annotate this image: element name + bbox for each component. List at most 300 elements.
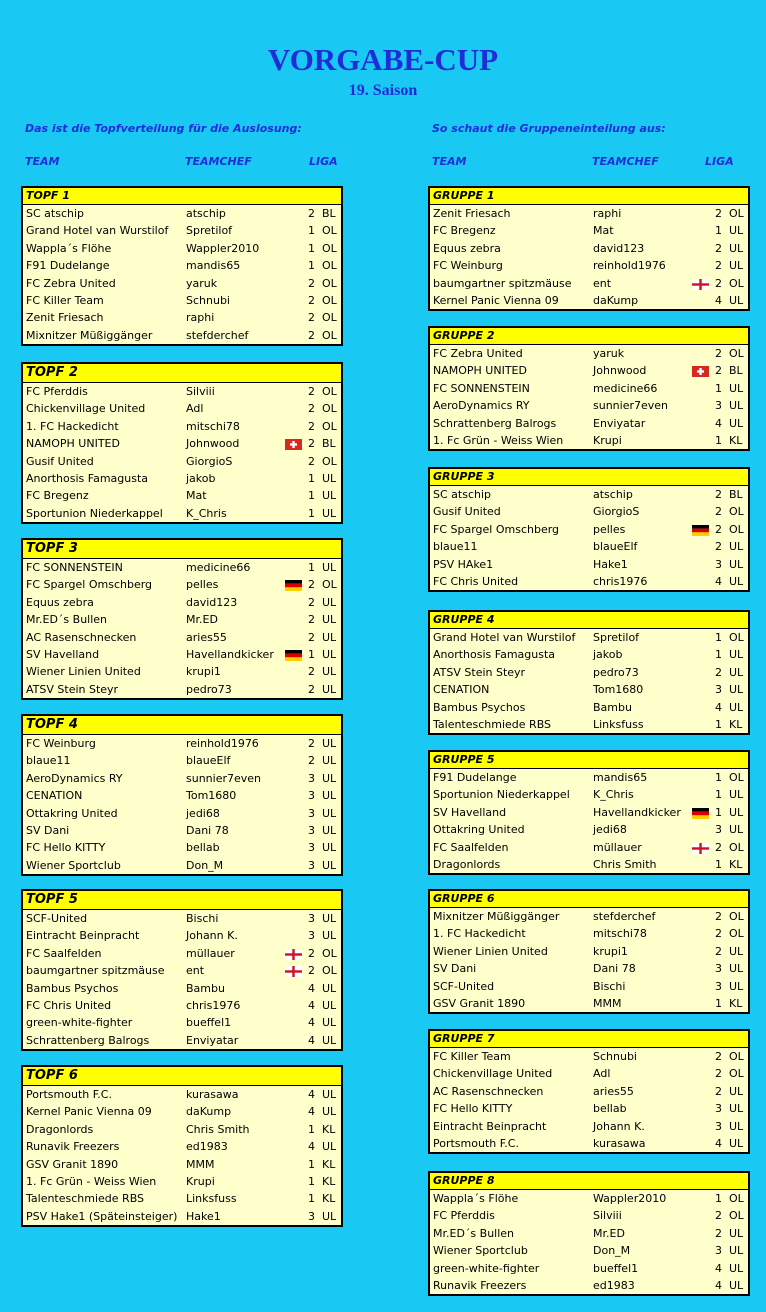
team-liga: UL	[322, 1209, 337, 1223]
team-name: Zenit Friesach	[26, 311, 104, 325]
pot-title: TOPF 5	[23, 891, 341, 910]
team-chef: Chris Smith	[593, 857, 657, 871]
team-liga: UL	[729, 805, 744, 819]
team-name: Eintracht Beinpracht	[433, 1119, 547, 1133]
team-name: Kernel Panic Vienna 09	[26, 1105, 152, 1119]
team-name: Dragonlords	[433, 857, 501, 871]
team-name: Kernel Panic Vienna 09	[433, 293, 559, 307]
team-name: Wiener Linien United	[433, 944, 548, 958]
team-chef: yaruk	[186, 276, 218, 290]
team-name: FC Zebra United	[433, 347, 523, 360]
team-chef: Bischi	[593, 979, 626, 993]
team-liga: UL	[729, 823, 744, 837]
table-row	[23, 1208, 341, 1225]
team-name: GSV Granit 1890	[433, 996, 526, 1010]
table-row	[430, 1135, 748, 1152]
team-name: Wiener Sportclub	[26, 858, 121, 872]
table-row	[23, 927, 341, 944]
team-points: 1	[308, 561, 315, 574]
team-points: 1	[308, 259, 315, 273]
team-points: 4	[308, 1033, 315, 1047]
group-title: GRUPPE 6	[430, 891, 748, 908]
team-liga: UL	[729, 1084, 744, 1098]
team-chef: pedro73	[186, 682, 232, 696]
team-points: 4	[715, 293, 722, 307]
team-liga: UL	[322, 613, 337, 627]
table-row	[430, 769, 748, 786]
table-row	[430, 716, 748, 733]
table-row	[430, 943, 748, 960]
team-liga: UL	[322, 929, 337, 943]
pot-table-6	[21, 1065, 343, 1227]
table-row	[430, 205, 748, 222]
team-chef: blaueElf	[186, 754, 231, 768]
table-row	[430, 1225, 748, 1242]
pot-title: TOPF 1	[23, 188, 341, 205]
team-chef: Johnwood	[593, 364, 647, 378]
team-chef: Don_M	[186, 858, 224, 872]
group-title: GRUPPE 8	[430, 1173, 748, 1190]
table-row	[23, 962, 341, 979]
team-points: 2	[715, 347, 722, 360]
team-points: 1	[308, 506, 315, 520]
team-points: 2	[715, 364, 722, 378]
team-points: 3	[308, 912, 315, 925]
team-name: Mr.ED´s Bullen	[433, 1226, 515, 1240]
team-chef: stefderchef	[593, 910, 656, 923]
table-row	[430, 573, 748, 590]
team-chef: MMM	[186, 1157, 215, 1171]
team-liga: UL	[729, 944, 744, 958]
team-chef: Mat	[593, 224, 614, 238]
team-points: 2	[308, 964, 315, 978]
table-row	[23, 240, 341, 257]
table-row	[430, 646, 748, 663]
table-row	[430, 960, 748, 977]
table-row	[23, 752, 341, 769]
team-points: 4	[715, 416, 722, 430]
team-liga: UL	[322, 789, 337, 803]
team-chef: blaueElf	[593, 540, 638, 554]
table-row	[23, 997, 341, 1014]
team-liga: OL	[729, 1192, 744, 1205]
group-title: GRUPPE 5	[430, 752, 748, 769]
team-liga: KL	[729, 717, 743, 731]
team-liga: UL	[322, 771, 337, 785]
team-liga: OL	[729, 927, 744, 941]
table-row	[430, 1277, 748, 1294]
team-points: 2	[308, 276, 315, 290]
table-row	[430, 1260, 748, 1277]
team-points: 4	[308, 1105, 315, 1119]
team-points: 1	[715, 788, 722, 802]
pot-table-1	[21, 186, 343, 346]
table-row	[23, 505, 341, 522]
team-name: NAMOPH UNITED	[26, 437, 120, 451]
team-points: 2	[715, 259, 722, 273]
team-liga: UL	[729, 293, 744, 307]
team-liga: OL	[322, 419, 337, 433]
team-points: 2	[308, 419, 315, 433]
england-flag-icon	[285, 948, 302, 959]
team-chef: krupi1	[593, 944, 628, 958]
table-row	[430, 503, 748, 520]
team-points: 1	[308, 1157, 315, 1171]
group-title: GRUPPE 7	[430, 1031, 748, 1048]
team-chef: jakob	[593, 648, 623, 662]
table-row	[23, 453, 341, 470]
team-name: green-white-fighter	[433, 1261, 540, 1275]
table-row	[23, 646, 341, 663]
team-liga: BL	[729, 488, 743, 501]
team-chef: mandis65	[593, 771, 648, 784]
england-flag-icon	[285, 965, 302, 976]
team-liga: UL	[729, 416, 744, 430]
team-points: 2	[308, 293, 315, 307]
team-liga: KL	[729, 433, 743, 447]
team-points: 2	[715, 276, 722, 290]
team-chef: ed1983	[593, 1278, 635, 1292]
table-row	[23, 857, 341, 874]
team-chef: Bambu	[186, 981, 225, 995]
table-row	[430, 664, 748, 681]
team-chef: bueffel1	[593, 1261, 639, 1275]
team-name: ATSV Stein Steyr	[433, 665, 526, 679]
team-name: blaue11	[433, 540, 478, 554]
team-chef: Havellandkicker	[186, 647, 274, 661]
table-row	[430, 1207, 748, 1224]
table-row	[430, 839, 748, 856]
table-row	[23, 945, 341, 962]
team-name: FC Saalfelden	[433, 840, 509, 854]
team-name: Wappla´s Flöhe	[433, 1192, 519, 1205]
team-name: FC Killer Team	[433, 1050, 511, 1063]
team-points: 2	[308, 682, 315, 696]
team-liga: UL	[729, 1244, 744, 1258]
table-row	[430, 275, 748, 292]
team-chef: Schnubi	[593, 1050, 637, 1063]
team-points: 3	[715, 979, 722, 993]
team-liga: UL	[729, 788, 744, 802]
team-points: 3	[715, 683, 722, 697]
swiss-flag-icon	[285, 438, 302, 449]
team-points: 2	[715, 1050, 722, 1063]
team-points: 2	[308, 385, 315, 398]
table-row	[23, 910, 341, 927]
team-liga: KL	[322, 1174, 336, 1188]
team-liga: UL	[729, 1136, 744, 1150]
team-name: 1. FC Hackedicht	[433, 927, 526, 941]
table-row	[23, 1121, 341, 1138]
team-liga: KL	[322, 1157, 336, 1171]
team-points: 3	[308, 841, 315, 855]
team-name: FC Hello KITTY	[433, 1102, 513, 1116]
team-name: SC atschip	[433, 488, 492, 501]
table-row	[430, 380, 748, 397]
team-name: Runavik Freezers	[433, 1278, 527, 1292]
team-liga: UL	[729, 683, 744, 697]
team-name: Wappla´s Flöhe	[26, 241, 112, 255]
team-liga: BL	[729, 364, 743, 378]
team-name: PSV HAke1	[433, 557, 494, 571]
team-chef: chris1976	[186, 998, 241, 1012]
table-row	[23, 1173, 341, 1190]
table-row	[430, 699, 748, 716]
table-row	[430, 362, 748, 379]
team-name: FC Killer Team	[26, 293, 104, 307]
team-name: Portsmouth F.C.	[433, 1136, 519, 1150]
table-row	[430, 397, 748, 414]
team-liga: OL	[322, 578, 337, 592]
swiss-flag-icon	[692, 365, 709, 376]
team-chef: Don_M	[593, 1244, 631, 1258]
team-points: 2	[308, 630, 315, 644]
team-liga: OL	[729, 1209, 744, 1223]
team-chef: Tom1680	[593, 683, 644, 697]
table-row	[430, 240, 748, 257]
table-row	[23, 611, 341, 628]
team-points: 2	[308, 595, 315, 609]
team-liga: KL	[322, 1122, 336, 1136]
team-liga: UL	[322, 1105, 337, 1119]
team-points: 4	[715, 1278, 722, 1292]
table-row	[23, 222, 341, 239]
team-chef: Johann K.	[593, 1119, 645, 1133]
team-points: 1	[715, 433, 722, 447]
team-name: AeroDynamics RY	[433, 399, 530, 413]
team-chef: david123	[186, 595, 238, 609]
team-points: 1	[715, 648, 722, 662]
team-chef: müllauer	[186, 946, 235, 960]
team-points: 3	[715, 962, 722, 976]
team-liga: UL	[729, 962, 744, 976]
team-chef: pelles	[593, 522, 626, 536]
team-liga: UL	[729, 259, 744, 273]
table-row	[23, 787, 341, 804]
table-row	[23, 435, 341, 452]
team-liga: UL	[729, 224, 744, 238]
table-row	[23, 629, 341, 646]
team-liga: UL	[729, 241, 744, 255]
team-liga: UL	[729, 399, 744, 413]
team-chef: Krupi	[593, 433, 622, 447]
team-points: 1	[715, 717, 722, 731]
team-liga: KL	[322, 1192, 336, 1206]
team-liga: UL	[729, 979, 744, 993]
team-chef: atschip	[186, 207, 226, 220]
table-row	[430, 432, 748, 449]
team-liga: OL	[729, 505, 744, 519]
team-liga: UL	[729, 700, 744, 714]
team-liga: OL	[322, 293, 337, 307]
team-name: CENATION	[433, 683, 490, 697]
table-row	[23, 309, 341, 326]
team-points: 4	[308, 1016, 315, 1030]
table-row	[430, 908, 748, 925]
team-points: 3	[308, 1209, 315, 1223]
german-flag-icon	[692, 524, 709, 535]
team-points: 4	[715, 1261, 722, 1275]
team-liga: UL	[322, 665, 337, 679]
team-chef: Johann K.	[186, 929, 238, 943]
table-row	[430, 1048, 748, 1065]
team-name: Mixnitzer Müßiggänger	[433, 910, 560, 923]
team-chef: raphi	[593, 207, 622, 220]
team-name: FC Saalfelden	[26, 946, 102, 960]
team-chef: stefderchef	[186, 328, 249, 342]
group-table-7	[428, 1029, 750, 1154]
team-points: 1	[715, 771, 722, 784]
team-liga: UL	[729, 648, 744, 662]
team-name: Chickenvillage United	[26, 402, 146, 416]
team-liga: OL	[729, 1067, 744, 1081]
team-liga: UL	[322, 647, 337, 661]
pot-title: TOPF 2	[23, 364, 341, 383]
team-name: FC Chris United	[26, 998, 112, 1012]
table-row	[430, 1083, 748, 1100]
table-row	[430, 786, 748, 803]
england-flag-icon	[692, 842, 709, 853]
team-chef: pelles	[186, 578, 219, 592]
team-liga: OL	[322, 276, 337, 290]
team-points: 1	[715, 224, 722, 238]
team-name: FC Bregenz	[26, 489, 89, 503]
pot-title: TOPF 6	[23, 1067, 341, 1086]
team-liga: UL	[322, 998, 337, 1012]
team-chef: medicine66	[593, 381, 658, 395]
table-row	[430, 257, 748, 274]
team-liga: UL	[322, 682, 337, 696]
team-name: FC Spargel Omschberg	[26, 578, 153, 592]
team-chef: Enviyatar	[186, 1033, 239, 1047]
team-liga: UL	[322, 1016, 337, 1030]
team-points: 3	[308, 858, 315, 872]
team-chef: Silviii	[186, 385, 215, 398]
team-points: 3	[715, 1244, 722, 1258]
team-name: PSV Hake1 (Späteinsteiger)	[26, 1209, 178, 1223]
team-name: FC Zebra United	[26, 276, 116, 290]
team-name: baumgartner spitzmäuse	[433, 276, 572, 290]
team-chef: GiorgioS	[593, 505, 640, 519]
team-points: 1	[715, 805, 722, 819]
team-points: 1	[715, 381, 722, 395]
team-chef: Adl	[593, 1067, 611, 1081]
team-liga: OL	[322, 402, 337, 416]
team-chef: sunnier7even	[186, 771, 262, 785]
team-liga: OL	[322, 259, 337, 273]
team-chef: Havellandkicker	[593, 805, 681, 819]
team-chef: Enviyatar	[593, 416, 646, 430]
team-liga: OL	[322, 454, 337, 468]
team-name: Runavik Freezers	[26, 1140, 120, 1154]
team-chef: pedro73	[593, 665, 639, 679]
team-chef: bellab	[186, 841, 220, 855]
team-chef: jedi68	[186, 806, 220, 820]
team-name: SCF-United	[26, 912, 88, 925]
team-name: SV Havelland	[26, 647, 100, 661]
table-row	[23, 383, 341, 400]
team-name: Chickenvillage United	[433, 1067, 553, 1081]
team-points: 1	[308, 1122, 315, 1136]
group-col-team: TEAM	[432, 155, 467, 168]
table-row	[23, 1190, 341, 1207]
team-chef: müllauer	[593, 840, 642, 854]
team-chef: kurasawa	[593, 1136, 646, 1150]
team-chef: Linksfuss	[186, 1192, 237, 1206]
team-points: 1	[715, 996, 722, 1010]
team-liga: UL	[729, 1278, 744, 1292]
table-row	[23, 1014, 341, 1031]
group-table-5	[428, 750, 750, 875]
team-chef: Linksfuss	[593, 717, 644, 731]
table-row	[430, 681, 748, 698]
table-row	[23, 1086, 341, 1103]
team-points: 2	[308, 665, 315, 679]
team-liga: UL	[322, 912, 337, 925]
team-points: 4	[308, 1088, 315, 1101]
pot-table-4	[21, 714, 343, 876]
team-chef: yaruk	[593, 347, 625, 360]
team-points: 2	[715, 665, 722, 679]
team-liga: UL	[729, 1261, 744, 1275]
pot-col-liga: LIGA	[309, 155, 338, 168]
team-name: Gusif United	[433, 505, 501, 519]
team-name: FC SONNENSTEIN	[26, 561, 123, 574]
page-subtitle: 19. Saison	[348, 82, 418, 99]
team-points: 2	[715, 207, 722, 220]
team-liga: UL	[322, 737, 337, 750]
team-chef: Bischi	[186, 912, 219, 925]
team-liga: OL	[322, 964, 337, 978]
team-liga: OL	[322, 328, 337, 342]
pot-caption: Das ist die Topfverteilung für die Auslosung:	[25, 122, 302, 135]
team-chef: mandis65	[186, 259, 241, 273]
team-chef: jedi68	[593, 823, 627, 837]
team-name: SC atschip	[26, 207, 85, 220]
table-row	[430, 1190, 748, 1207]
team-name: Sportunion Niederkappel	[26, 506, 163, 520]
pot-table-5	[21, 889, 343, 1051]
team-liga: OL	[729, 631, 744, 644]
team-chef: daKump	[593, 293, 639, 307]
team-name: FC Bregenz	[433, 224, 496, 238]
team-name: F91 Dudelange	[433, 771, 517, 784]
team-liga: UL	[322, 841, 337, 855]
team-liga: UL	[322, 1088, 337, 1101]
team-points: 2	[715, 241, 722, 255]
team-points: 3	[715, 399, 722, 413]
team-liga: UL	[322, 754, 337, 768]
table-row	[430, 415, 748, 432]
team-liga: KL	[729, 857, 743, 871]
team-liga: UL	[322, 561, 337, 574]
team-liga: UL	[729, 381, 744, 395]
team-name: CENATION	[26, 789, 83, 803]
team-points: 3	[715, 1102, 722, 1116]
table-row	[23, 1032, 341, 1049]
table-row	[23, 257, 341, 274]
team-chef: reinhold1976	[593, 259, 666, 273]
german-flag-icon	[692, 807, 709, 818]
team-chef: daKump	[186, 1105, 232, 1119]
team-chef: K_Chris	[186, 506, 227, 520]
team-name: AeroDynamics RY	[26, 771, 123, 785]
team-liga: OL	[729, 771, 744, 784]
team-name: FC Pferddis	[433, 1209, 495, 1223]
group-title: GRUPPE 1	[430, 188, 748, 205]
team-chef: MMM	[593, 996, 622, 1010]
table-row	[23, 1138, 341, 1155]
